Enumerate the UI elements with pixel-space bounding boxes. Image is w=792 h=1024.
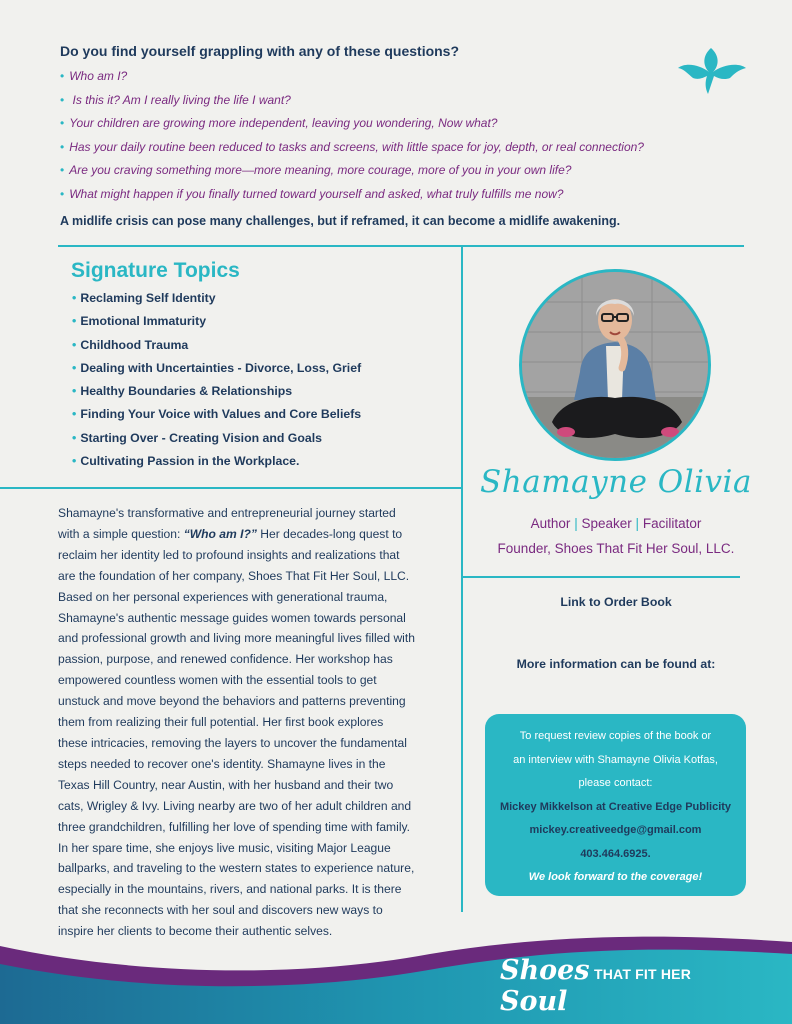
- contact-line: please contact:: [578, 777, 653, 789]
- portrait-image: [522, 272, 708, 458]
- contact-email-link[interactable]: mickey.creativeedge@gmail.com: [529, 824, 702, 836]
- topic-item: • Reclaming Self Identity: [72, 291, 216, 305]
- divider: [58, 245, 744, 247]
- question-item: • Your children are growing more independent, leaving you wondering, Now what?: [60, 116, 498, 131]
- question-item: • Who am I?: [60, 69, 128, 83]
- contact-line: To request review copies of the book or: [519, 730, 712, 742]
- role-author: Author: [530, 516, 571, 531]
- contact-box: [485, 714, 746, 896]
- role-facilitator: Facilitator: [642, 516, 702, 531]
- speaker-name: Shamayne Olivia: [480, 464, 752, 500]
- brand-logo-shoes: Shoes: [500, 955, 590, 986]
- contact-name: Mickey Mikkelson at Creative Edge Publicity: [499, 800, 732, 813]
- topic-item: • Starting Over - Creating Vision and Goals: [72, 430, 322, 445]
- signature-topics-title: Signature Topics: [71, 259, 240, 282]
- contact-phone: 403.464.6925.: [580, 847, 651, 860]
- topic-item: • Healthy Boundaries & Relationships: [72, 384, 293, 399]
- topic-item: • Cultivating Passion in the Workplace.: [72, 454, 300, 469]
- role-separator: |: [635, 516, 640, 531]
- question-item: • Has your daily routine been reduced to tasks and screens, with little space for joy, depth, or real connection?: [60, 139, 644, 154]
- signature-topics-list: [72, 290, 361, 476]
- questions-list: [60, 68, 700, 210]
- question-item: • Is this it? Am I really living the life I want?: [60, 92, 291, 107]
- speaker-roles: [466, 516, 766, 531]
- brand-logo-soul: Soul: [500, 986, 568, 1017]
- questions-title: Do you find yourself grappling with any of these questions?: [60, 43, 460, 59]
- topic-item: • Emotional Immaturity: [72, 314, 207, 329]
- role-separator: |: [574, 516, 578, 531]
- contact-line: an interview with Shamayne Olivia Kotfas,: [513, 753, 718, 766]
- question-item: • Are you craving something more—more meaning, more courage, more of you in your own life?: [60, 163, 572, 178]
- questions-summary: A midlife crisis can pose many challenges, but if reframed, it can become a midlife awakening.: [60, 214, 621, 228]
- more-info-text: More information can be found at:: [516, 657, 716, 671]
- bio-emphasis: “Who am I?”: [183, 526, 257, 541]
- role-speaker: Speaker: [581, 516, 632, 531]
- topic-item: • Childhood Trauma: [72, 337, 189, 352]
- brand-logo: [500, 955, 740, 1017]
- topic-item: • Dealing with Uncertainties - Divorce, Loss, Grief: [72, 360, 362, 375]
- divider: [462, 576, 740, 578]
- profile-photo: [519, 269, 711, 461]
- order-book-link[interactable]: Link to Order Book: [560, 595, 672, 609]
- brand-logo-middle: THAT FIT HER: [593, 966, 692, 982]
- sprout-logo-icon: [672, 46, 750, 96]
- biography-text: Shamayne's transformative and entrepreneurial journey started with a simple question: “Who am I?” Her decades-long quest to reclaim her identity led to profound insights and realizations that are the foundation of her company, Shoes That Fit Her Soul, LLC. Based on her personal experiences with generational trauma, Shamayne's authentic message guides women towards personal and professional growth and living more meaningful lives filled with passion, purpose, and renewed confidence. Her workshop has empowered countless women with the essential tools to get unstuck and move beyond the behaviors and patterns preventing them from realizing their full potential. Her first book explores these intricacies, removing the layers to uncover the fundamental steps needed to recover one's identity. Shamayne lives in the Texas Hill Country, near Austin, with her husband and their two cats, Wrigley & Ivy. Living nearby are two of her adult children and three grandchildren, fulfilling her love of spending time with family. In her spare time, she enjoys live music, visiting Major League ballparks, and traveling to the western states to experience nature, especially in the mountains, rivers, and national parks. It is there that she reconnects with her soul and discovers new ways to inspire her clients to become their authentic selves.: [58, 506, 415, 939]
- contact-closing: We look forward to the coverage!: [528, 871, 703, 883]
- divider: [461, 247, 463, 912]
- divider: [0, 487, 462, 489]
- question-item: • What might happen if you finally turned toward yourself and asked, what truly fulfills me now?: [60, 186, 564, 201]
- company-line: Founder, Shoes That Fit Her Soul, LLC.: [497, 541, 735, 556]
- topic-item: • Finding Your Voice with Values and Core Beliefs: [72, 407, 362, 422]
